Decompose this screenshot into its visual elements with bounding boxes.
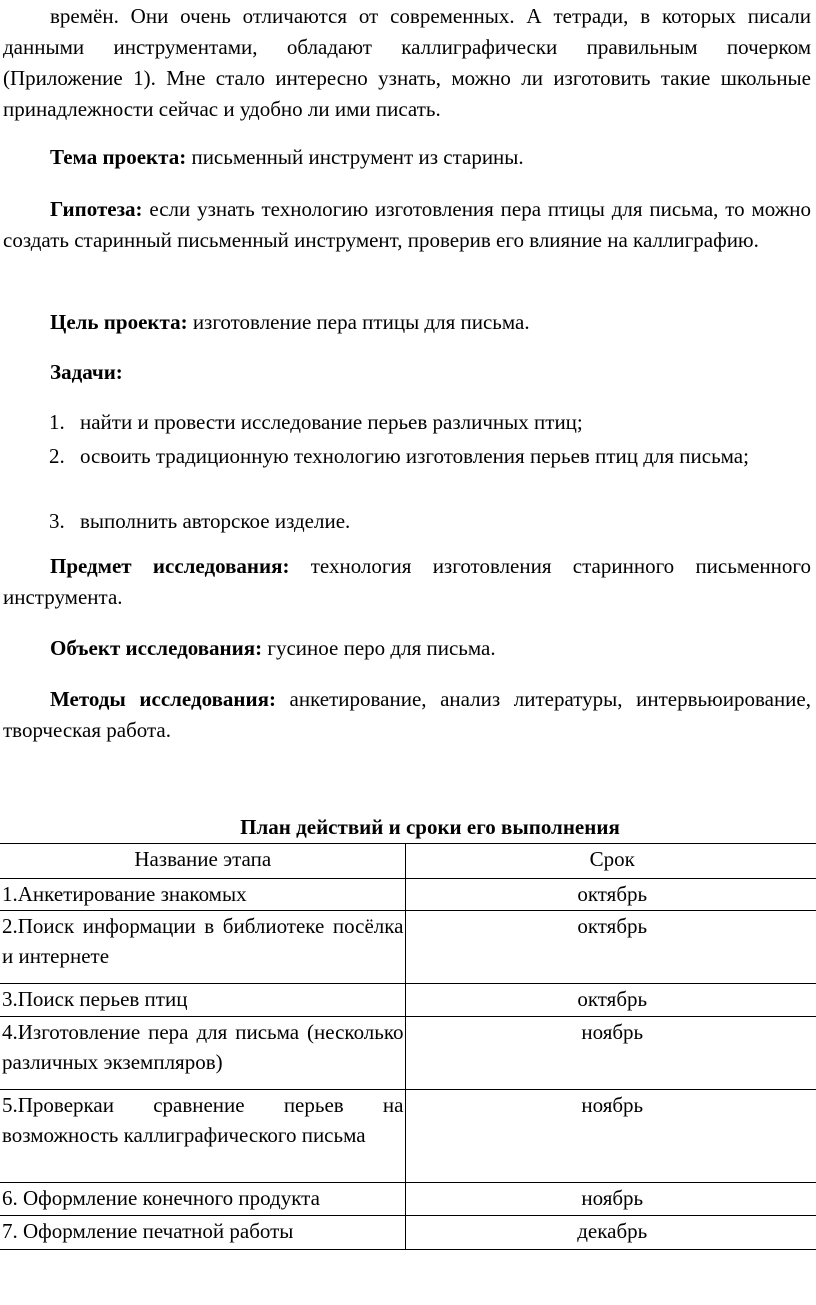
plan-table (0, 843, 816, 1250)
table-row (0, 1017, 816, 1090)
task-text: найти и провести исследование перьев различных птиц; (80, 410, 583, 434)
tasks-list (0, 407, 811, 537)
intro-paragraph (3, 1, 811, 125)
methods-label: Методы исследования: (50, 687, 276, 711)
table-row (0, 911, 816, 984)
table-row (0, 984, 816, 1017)
task-item (0, 407, 811, 441)
subject-paragraph (3, 551, 811, 613)
subject-label: Предмет исследования: (50, 554, 290, 578)
stage-cell: 3.Поиск перьев птиц (0, 984, 406, 1017)
term-cell: ноябрь (406, 1090, 816, 1183)
task-number: 2. (49, 444, 65, 468)
object-text: гусиное перо для письма. (262, 636, 496, 660)
header-stage: Название этапа (0, 844, 406, 879)
term-cell: ноябрь (406, 1017, 816, 1090)
task-text: выполнить авторское изделие. (80, 509, 351, 533)
stage-cell: 4.Изготовление пера для письма (несколько различных экземпляров) (0, 1017, 406, 1090)
topic-paragraph (3, 142, 811, 173)
task-item (0, 506, 811, 537)
table-row (0, 1183, 816, 1216)
term-cell: ноябрь (406, 1183, 816, 1216)
object-paragraph (3, 633, 811, 664)
hypothesis-paragraph (3, 194, 811, 256)
tasks-label: Задачи: (50, 360, 123, 384)
task-number: 1. (49, 410, 65, 434)
table-row (0, 1216, 816, 1250)
topic-label: Тема проекта: (50, 145, 187, 169)
stage-cell: 6. Оформление конечного продукта (0, 1183, 406, 1216)
term-cell: декабрь (406, 1216, 816, 1250)
goal-paragraph (3, 307, 811, 338)
header-term: Срок (406, 844, 816, 879)
table-row (0, 879, 816, 911)
task-number: 3. (49, 509, 65, 533)
goal-label: Цель проекта: (50, 310, 188, 334)
methods-paragraph (3, 684, 811, 746)
object-label: Объект исследования: (50, 636, 263, 660)
stage-cell: 7. Оформление печатной работы (0, 1216, 406, 1250)
subject-text: технология изготовления старинного письменного инструмента. (3, 554, 811, 609)
term-cell: октябрь (406, 879, 816, 911)
intro-text: времён. Они очень отличаются от современных. А тетради, в которых писали данными инструментами, обладают каллиграфически правильным почерком (Приложение 1). Мне стало интересно узнать, можно ли изготовить такие школьные принадлежности сейчас и удобно ли ими писать. (3, 4, 811, 121)
goal-text: изготовление пера птицы для письма. (187, 310, 530, 334)
table-header-row (0, 844, 816, 879)
hypothesis-text: если узнать технологию изготовления пера птицы для письма, то можно создать старинный письменный инструмент, проверив его влияние на каллиграфию. (3, 197, 811, 252)
methods-text: анкетирование, анализ литературы, интервьюирование, творческая работа. (3, 687, 811, 742)
task-item (0, 441, 811, 506)
plan-caption: План действий и сроки его выполнения (240, 815, 620, 839)
hypothesis-label: Гипотеза: (50, 197, 143, 221)
stage-cell: 2.Поиск информации в библиотеке посёлка и интернете (0, 911, 406, 984)
table-row (0, 1090, 816, 1183)
tasks-heading (3, 357, 811, 388)
stage-cell: 1.Анкетирование знакомых (0, 879, 406, 911)
task-text: освоить традиционную технологию изготовления перьев птиц для письма; (80, 444, 749, 468)
stage-cell: 5.Проверкаи сравнение перьев на возможность каллиграфического письма (0, 1090, 406, 1183)
term-cell: октябрь (406, 911, 816, 984)
term-cell: октябрь (406, 984, 816, 1017)
topic-text: письменный инструмент из старины. (186, 145, 524, 169)
